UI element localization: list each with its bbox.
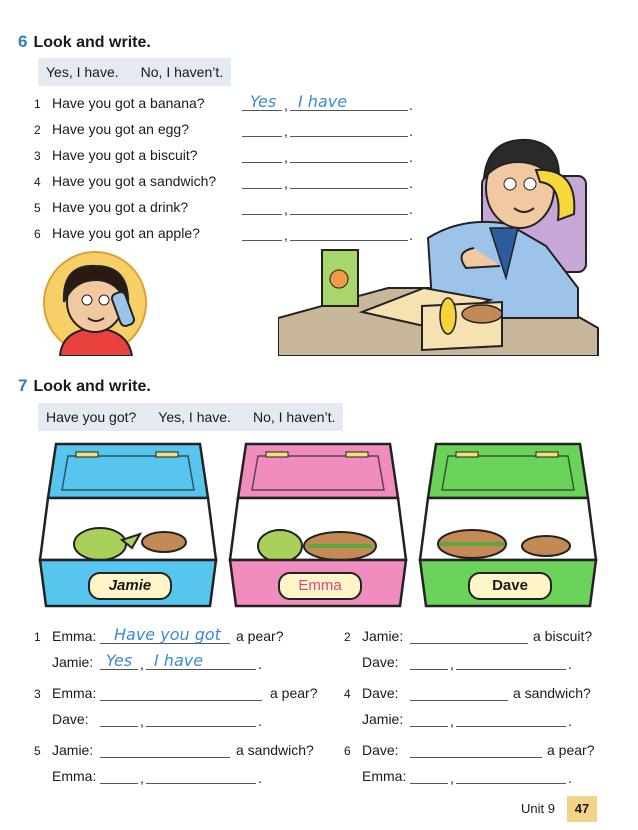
lunchbox-0 bbox=[38, 440, 218, 615]
sandwich bbox=[462, 305, 502, 323]
pear bbox=[258, 530, 302, 562]
biscuit bbox=[142, 532, 186, 552]
lunchbox-name-label: Jamie bbox=[88, 572, 172, 600]
banana bbox=[440, 298, 456, 334]
exercise-6-title: 6 Look and write. bbox=[18, 32, 151, 51]
handwritten-question: Have you got bbox=[114, 625, 221, 644]
handwritten-answer-1: Yes bbox=[250, 92, 277, 111]
girl-right-eye bbox=[99, 295, 109, 305]
dialogue-speaker-1: 4 Dave: bbox=[344, 685, 399, 701]
short-answer-blank-2[interactable] bbox=[456, 654, 566, 670]
dialogue-speaker-1: 3 Emma: bbox=[34, 685, 97, 701]
dialogue-speaker-2: Dave: bbox=[362, 654, 399, 670]
exercise-7-title: 7 Look and write. bbox=[18, 376, 151, 395]
handwritten-short-answer-1: Yes bbox=[106, 651, 133, 670]
question-text: 4 Have you got a sandwich? bbox=[34, 173, 217, 189]
lunchbox-1 bbox=[228, 440, 408, 615]
answer-blank-1[interactable] bbox=[242, 121, 282, 137]
exercise-7-word-box: Have you got? Yes, I have. No, I haven’t. bbox=[38, 403, 343, 431]
question-text: 3 Have you got a biscuit? bbox=[34, 147, 198, 163]
short-answer-blank-1[interactable] bbox=[410, 768, 448, 784]
dialogue-speaker-2: Emma: bbox=[362, 768, 407, 784]
question-blank[interactable] bbox=[410, 628, 528, 644]
dialogue-speaker-2: Jamie: bbox=[362, 711, 404, 727]
dialogue-speaker-1: 1 Emma: bbox=[34, 628, 97, 644]
short-answer-blank-2[interactable] bbox=[456, 711, 566, 727]
dialogue-question-end: a pear? bbox=[547, 742, 595, 758]
short-answer-blank-1[interactable] bbox=[100, 768, 138, 784]
lid-clip bbox=[76, 452, 98, 457]
handwritten-short-answer-2: I have bbox=[154, 651, 204, 670]
question-blank[interactable] bbox=[100, 685, 262, 701]
lid-clip bbox=[536, 452, 558, 457]
dialogue-question-end: a sandwich? bbox=[236, 742, 314, 758]
short-answer-blank-2[interactable] bbox=[146, 711, 256, 727]
lunchbox-inside bbox=[40, 498, 216, 560]
lid-clip bbox=[266, 452, 288, 457]
left-eye bbox=[504, 178, 516, 190]
question-blank[interactable] bbox=[410, 742, 542, 758]
answer-blank-1[interactable] bbox=[242, 199, 282, 215]
question-text: 1 Have you got a banana? bbox=[34, 95, 205, 111]
answer-blank-1[interactable] bbox=[242, 147, 282, 163]
dialogue-question-end: a pear? bbox=[236, 628, 284, 644]
juice-carton-orange-icon bbox=[330, 270, 348, 288]
dialogue-question-end: a pear? bbox=[270, 685, 318, 701]
lid-clip bbox=[456, 452, 478, 457]
question-text: 2 Have you got an egg? bbox=[34, 121, 189, 137]
lid-clip bbox=[156, 452, 178, 457]
dialogue-speaker-1: 2 Jamie: bbox=[344, 628, 404, 644]
short-answer-blank-2[interactable] bbox=[456, 768, 566, 784]
girl-left-eye bbox=[82, 295, 92, 305]
biscuit bbox=[522, 536, 570, 556]
man-on-phone-illustration bbox=[278, 128, 600, 356]
short-answer-blank-2[interactable] bbox=[146, 768, 256, 784]
lunchbox-name-label: Emma bbox=[278, 572, 362, 600]
dialogue-speaker-1: 5 Jamie: bbox=[34, 742, 94, 758]
short-answer-blank-1[interactable] bbox=[100, 711, 138, 727]
short-answer-blank-1[interactable] bbox=[410, 711, 448, 727]
handwritten-answer-2: I have bbox=[298, 92, 348, 111]
page-number: 47 bbox=[567, 796, 597, 822]
short-answer-blank-1[interactable] bbox=[410, 654, 448, 670]
question-blank[interactable] bbox=[410, 685, 508, 701]
question-blank[interactable] bbox=[100, 742, 230, 758]
lunchbox-2 bbox=[418, 440, 598, 615]
exercise-6-word-box: Yes, I have. No, I haven’t. bbox=[38, 58, 231, 86]
dialogue-question-end: a biscuit? bbox=[533, 628, 593, 644]
question-text: 6 Have you got an apple? bbox=[34, 225, 200, 241]
dialogue-speaker-2: Emma: bbox=[52, 768, 97, 784]
right-eye bbox=[524, 178, 536, 190]
girl-on-phone-illustration bbox=[42, 250, 152, 356]
dialogue-speaker-2: Jamie: bbox=[52, 654, 94, 670]
dialogue-speaker-2: Dave: bbox=[52, 711, 89, 727]
question-text: 5 Have you got a drink? bbox=[34, 199, 189, 215]
pear bbox=[74, 528, 126, 560]
answer-blank-1[interactable] bbox=[242, 173, 282, 189]
lunchbox-name-label: Dave bbox=[468, 572, 552, 600]
answer-blank-1[interactable] bbox=[242, 225, 282, 241]
unit-label: Unit 9 bbox=[521, 801, 555, 816]
dialogue-question-end: a sandwich? bbox=[513, 685, 591, 701]
lid-clip bbox=[346, 452, 368, 457]
dialogue-speaker-1: 6 Dave: bbox=[344, 742, 399, 758]
